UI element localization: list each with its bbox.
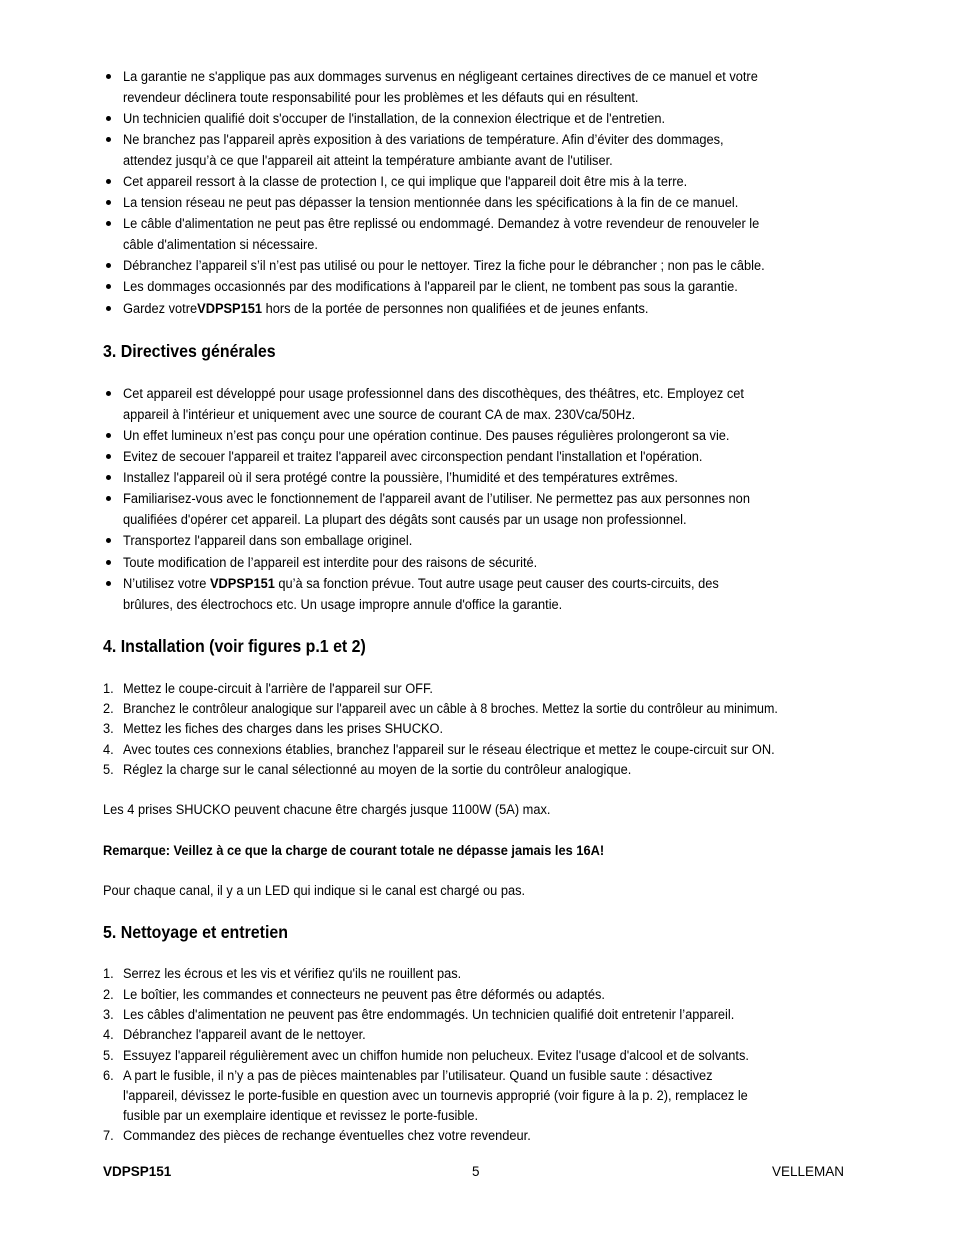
footer-model: VDPSP151 bbox=[103, 1164, 172, 1179]
list-item-continuation: câble d'alimentation si nécessaire. bbox=[123, 236, 318, 252]
bullet-icon bbox=[106, 284, 111, 289]
model-name: VDPSP151 bbox=[197, 300, 263, 316]
list-number: 4. bbox=[103, 1026, 114, 1042]
list-number: 3. bbox=[103, 720, 114, 736]
list-item: Un effet lumineux n’est pas conçu pour une opération continue. Des pauses régulières prolongeront sa vie. bbox=[123, 427, 730, 443]
list-item: Ne branchez pas l'appareil après exposition à des variations de température. Afin d’éviter des dommages, bbox=[123, 131, 724, 147]
list-item: La garantie ne s'applique pas aux dommages survenus en négligeant certaines directives de ce manuel et votre bbox=[123, 68, 758, 84]
list-item: Débranchez l'appareil avant de le nettoyer. bbox=[123, 1026, 366, 1042]
bullet-icon bbox=[106, 200, 111, 205]
paragraph: Les 4 prises SHUCKO peuvent chacune être chargés jusque 1100W (5A) max. bbox=[103, 801, 551, 817]
list-number: 6. bbox=[103, 1067, 114, 1083]
bullet-icon bbox=[106, 263, 111, 268]
list-number: 2. bbox=[103, 700, 114, 716]
list-item: Evitez de secouer l'appareil et traitez l'appareil avec circonspection pendant l'installation et l'opération. bbox=[123, 448, 703, 464]
list-item: Débranchez l’appareil s’il n’est pas utilisé ou pour le nettoyer. Tirez la fiche pour le débrancher ; non pas le câble. bbox=[123, 257, 765, 273]
text-run: N’utilisez votre bbox=[123, 575, 210, 591]
list-item-continuation: brûlures, des électrochocs etc. Un usage impropre annule d'office la garantie. bbox=[123, 596, 563, 612]
text-run: hors de la portée de personnes non qualifiées et de jeunes enfants. bbox=[262, 300, 649, 316]
list-item: Transportez l'appareil dans son emballage originel. bbox=[123, 532, 413, 548]
list-item: Le câble d'alimentation ne peut pas être replissé ou endommagé. Demandez à votre revendeur de renouveler le bbox=[123, 215, 760, 231]
bullet-icon bbox=[106, 454, 111, 459]
list-number: 5. bbox=[103, 761, 114, 777]
list-item: La tension réseau ne peut pas dépasser la tension mentionnée dans les spécifications à la fin de ce manuel. bbox=[123, 194, 739, 210]
list-item-continuation: fusible par un exemplaire identique et revissez le porte-fusible. bbox=[123, 1107, 479, 1123]
footer-brand: VELLEMAN bbox=[772, 1164, 845, 1179]
list-number: 3. bbox=[103, 1006, 114, 1022]
list-item: Mettez les fiches des charges dans les prises SHUCKO. bbox=[123, 720, 444, 736]
bullet-icon bbox=[106, 221, 111, 226]
list-item: Les dommages occasionnés par des modifications à l'appareil par le client, ne tombent pas sous la garantie. bbox=[123, 278, 738, 294]
list-item: Essuyez l'appareil régulièrement avec un chiffon humide non pelucheux. Evitez l'usage d'alcool et de solvants. bbox=[123, 1047, 749, 1063]
list-item: A part le fusible, il n’y a pas de pièces maintenables par l’utilisateur. Quand un fusible saute : désactivez bbox=[123, 1067, 713, 1083]
list-item: Toute modification de l’appareil est interdite pour des raisons de sécurité. bbox=[123, 554, 538, 570]
model-name: VDPSP151 bbox=[209, 575, 275, 591]
list-item: Commandez des pièces de rechange éventuelles chez votre revendeur. bbox=[123, 1127, 531, 1143]
bullet-icon bbox=[106, 538, 111, 543]
remark: Remarque: Veillez à ce que la charge de courant totale ne dépasse jamais les 16A! bbox=[103, 842, 605, 858]
list-item: Réglez la charge sur le canal sélectionné au moyen de la sortie du contrôleur analogique. bbox=[123, 761, 632, 777]
bullet-icon bbox=[106, 137, 111, 142]
list-number: 7. bbox=[103, 1127, 114, 1143]
bullet-icon bbox=[106, 74, 111, 79]
bullet-icon bbox=[106, 581, 111, 586]
list-item: Cet appareil est développé pour usage professionnel dans des discothèques, des théâtres, etc. Employez cet bbox=[123, 385, 744, 401]
list-item: Cet appareil ressort à la classe de protection I, ce qui implique que l'appareil doit être mis à la terre. bbox=[123, 173, 688, 189]
list-number: 5. bbox=[103, 1047, 114, 1063]
list-item: Mettez le coupe-circuit à l'arrière de l'appareil sur OFF. bbox=[123, 680, 433, 696]
list-item: Les câbles d'alimentation ne peuvent pas être endommagés. Un technicien qualifié doit entretenir l’appareil. bbox=[123, 1006, 735, 1022]
list-item: Installez l'appareil où il sera protégé contre la poussière, l’humidité et des températures extrêmes. bbox=[123, 469, 678, 485]
list-item-continuation: appareil à l'intérieur et uniquement avec une source de courant CA de max. 230Vca/50Hz. bbox=[123, 406, 636, 422]
section-heading: 5. Nettoyage et entretien bbox=[103, 922, 288, 942]
bullet-icon bbox=[106, 306, 111, 311]
list-number: 1. bbox=[103, 680, 114, 696]
bullet-icon bbox=[106, 560, 111, 565]
paragraph: Pour chaque canal, il y a un LED qui indique si le canal est chargé ou pas. bbox=[103, 882, 526, 898]
bullet-icon bbox=[106, 179, 111, 184]
list-item: Branchez le contrôleur analogique sur l'appareil avec un câble à 8 broches. Mettez la sortie du contrôleur au minimum. bbox=[123, 700, 778, 716]
list-item bbox=[123, 573, 719, 594]
list-item-continuation: qualifiées d'opérer cet appareil. La plupart des dégâts sont causés par un usage non professionnel. bbox=[123, 511, 687, 527]
list-item: Un technicien qualifié doit s'occuper de l'installation, de la connexion électrique et de l'entretien. bbox=[123, 110, 666, 126]
text-run: qu’à sa fonction prévue. Tout autre usage peut causer des courts-circuits, des bbox=[274, 575, 719, 591]
list-number: 1. bbox=[103, 965, 114, 981]
list-number: 4. bbox=[103, 741, 114, 757]
list-number: 2. bbox=[103, 986, 114, 1002]
list-item: Familiarisez-vous avec le fonctionnement de l'appareil avant de l’utiliser. Ne permettez pas aux personnes non bbox=[123, 490, 750, 506]
list-item: Avec toutes ces connexions établies, branchez l'appareil sur le réseau électrique et mettez le coupe-circuit sur ON. bbox=[123, 741, 775, 757]
section-heading: 4. Installation (voir figures p.1 et 2) bbox=[103, 636, 366, 656]
bullet-icon bbox=[106, 496, 111, 501]
bullet-icon bbox=[106, 433, 111, 438]
bullet-icon bbox=[106, 116, 111, 121]
bullet-icon bbox=[106, 391, 111, 396]
list-item-continuation: revendeur déclinera toute responsabilité pour les problèmes et les défauts qui en résultent. bbox=[123, 89, 639, 105]
list-item-continuation: attendez jusqu’à ce que l'appareil ait atteint la température ambiante avant de l'utiliser. bbox=[123, 152, 613, 168]
list-item bbox=[123, 298, 648, 319]
list-item-continuation: l'appareil, dévissez le porte-fusible en question avec un tournevis approprié (voir figure à la p. 2), remplacez le bbox=[123, 1087, 748, 1103]
bullet-icon bbox=[106, 475, 111, 480]
list-item: Le boîtier, les commandes et connecteurs ne peuvent pas être déformés ou adaptés. bbox=[123, 986, 605, 1002]
page-number: 5 bbox=[472, 1164, 480, 1179]
text-run: Gardez votre bbox=[123, 300, 198, 316]
section-heading: 3. Directives générales bbox=[103, 341, 276, 361]
list-item: Serrez les écrous et les vis et vérifiez qu'ils ne rouillent pas. bbox=[123, 965, 462, 981]
